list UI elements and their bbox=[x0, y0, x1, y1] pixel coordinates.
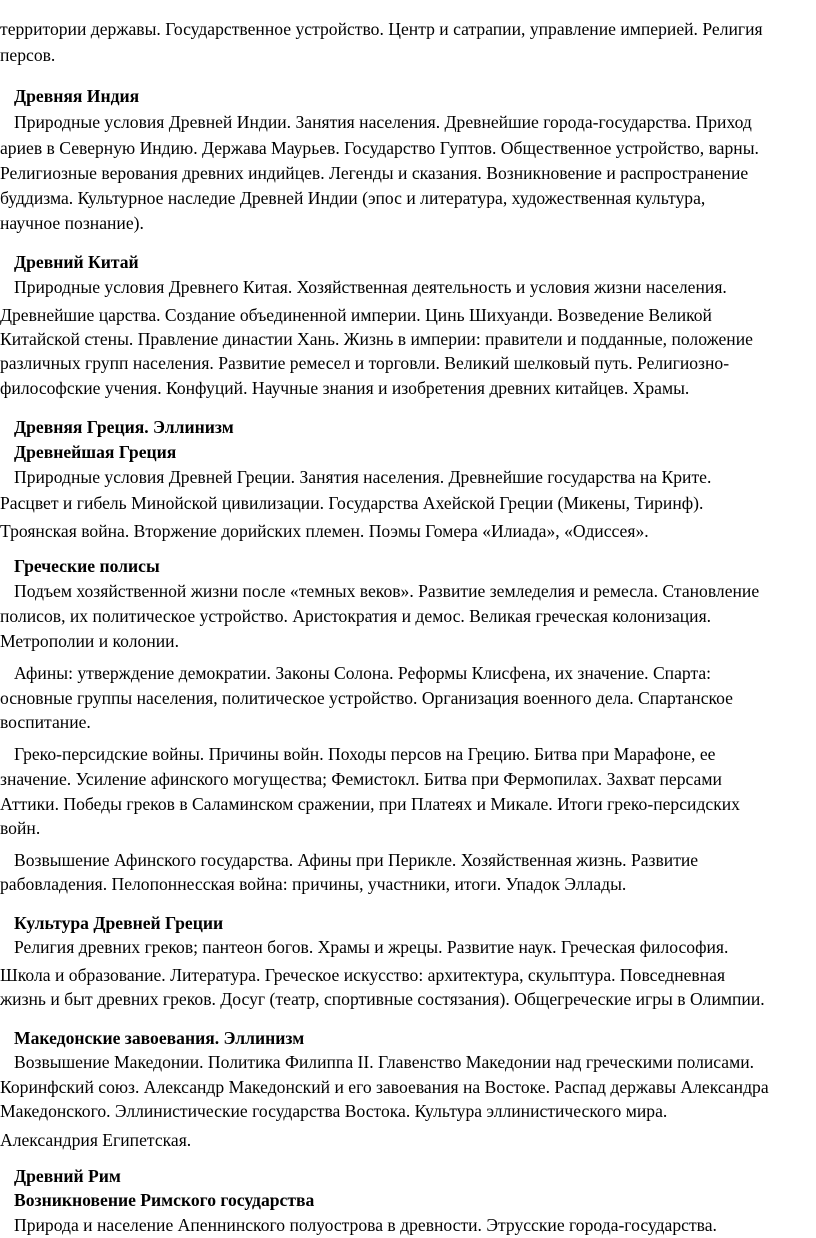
text-line: жизнь и быт древних греков. Досуг (театр, спортивные состязания). Общегреческие игры в Олимпии. bbox=[0, 989, 765, 1009]
text-line: Природные условия Древнего Китая. Хозяйственная деятельность и условия жизни населения. bbox=[14, 277, 727, 297]
text-line: философские учения. Конфуций. Научные знания и изобретения древних китайцев. Храмы. bbox=[0, 378, 690, 398]
section-heading: Древняя Индия bbox=[14, 86, 140, 106]
text-line: Религия древних греков; пантеон богов. Храмы и жрецы. Развитие наук. Греческая философия. bbox=[14, 937, 729, 957]
text-line: персов. bbox=[0, 45, 56, 65]
text-line: территории державы. Государственное устройство. Центр и сатрапии, управление империей. Религия bbox=[0, 19, 763, 39]
text-line: ариев в Северную Индию. Держава Маурьев. Государство Гуптов. Общественное устройство, варны. bbox=[0, 138, 759, 158]
text-line: Религиозные верования древних индийцев. Легенды и сказания. Возникновение и распространение bbox=[0, 163, 749, 183]
text-line: Природные условия Древней Индии. Занятия населения. Древнейшие города-государства. Приход bbox=[14, 112, 752, 132]
subsection-heading: Греческие полисы bbox=[14, 556, 160, 576]
text-line: научное познание). bbox=[0, 213, 144, 233]
text-line: Природные условия Древней Греции. Занятия населения. Древнейшие государства на Крите. bbox=[14, 467, 712, 487]
text-line: Расцвет и гибель Минойской цивилизации. Государства Ахейской Греции (Микены, Тиринф). bbox=[0, 493, 704, 513]
text-line: различных групп населения. Развитие ремесел и торговли. Великий шелковый путь. Религиозно- bbox=[0, 353, 730, 373]
text-line: буддизма. Культурное наследие Древней Индии (эпос и литература, художественная культура, bbox=[0, 188, 706, 208]
text-line: Школа и образование. Литература. Греческое искусство: архитектура, скульптура. Повседневная bbox=[0, 965, 726, 985]
text-line: полисов, их политическое устройство. Аристократия и демос. Великая греческая колонизация. bbox=[0, 606, 712, 626]
section-heading: Древняя Греция. Эллинизм bbox=[14, 417, 234, 437]
text-line: значение. Усиление афинского могущества; Фемистокл. Битва при Фермопилах. Захват персами bbox=[0, 769, 722, 789]
text-line: Древнейшие царства. Создание объединенной империи. Цинь Шихуанди. Возведение Великой bbox=[0, 305, 712, 325]
text-line: Греко-персидские войны. Причины войн. Походы персов на Грецию. Битва при Марафоне, ее bbox=[14, 744, 716, 764]
text-line: рабовладения. Пелопоннесская война: причины, участники, итоги. Упадок Эллады. bbox=[0, 874, 627, 894]
subsection-heading: Македонские завоевания. Эллинизм bbox=[14, 1028, 305, 1048]
text-line: Троянская война. Вторжение дорийских племен. Поэмы Гомера «Илиада», «Одиссея». bbox=[0, 521, 649, 541]
text-line: войн. bbox=[0, 818, 41, 838]
subsection-heading: Возникновение Римского государства bbox=[14, 1190, 315, 1210]
text-line: Возвышение Афинского государства. Афины при Перикле. Хозяйственная жизнь. Развитие bbox=[14, 850, 699, 870]
text-line: Аттики. Победы греков в Саламинском сражении, при Платеях и Микале. Итоги греко-персидских bbox=[0, 794, 740, 814]
text-line: Метрополии и колонии. bbox=[0, 631, 179, 651]
text-line: воспитание. bbox=[0, 712, 91, 732]
section-heading: Древний Китай bbox=[14, 252, 139, 272]
text-line: Афины: утверждение демократии. Законы Солона. Реформы Клисфена, их значение. Спарта: bbox=[14, 663, 712, 683]
subsection-heading: Древнейшая Греция bbox=[14, 442, 177, 462]
subsection-heading: Культура Древней Греции bbox=[14, 913, 224, 933]
text-line: Природа и население Апеннинского полуострова в древности. Этрусские города-государства. bbox=[14, 1215, 717, 1235]
text-line: основные группы населения, политическое устройство. Организация военного дела. Спартанское bbox=[0, 688, 733, 708]
text-line: Александрия Египетская. bbox=[0, 1130, 192, 1150]
text-line: Китайской стены. Правление династии Хань. Жизнь в империи: правители и подданные, положение bbox=[0, 329, 753, 349]
text-line: Возвышение Македонии. Политика Филиппа II. Главенство Македонии над греческими полисами. bbox=[14, 1052, 755, 1072]
text-line: Коринфский союз. Александр Македонский и его завоевания на Востоке. Распад державы Александра bbox=[0, 1077, 769, 1097]
text-line: Подъем хозяйственной жизни после «темных веков». Развитие земледелия и ремесла. Становление bbox=[14, 581, 760, 601]
text-line: Македонского. Эллинистические государства Востока. Культура эллинистического мира. bbox=[0, 1101, 668, 1121]
section-heading: Древний Рим bbox=[14, 1166, 121, 1186]
